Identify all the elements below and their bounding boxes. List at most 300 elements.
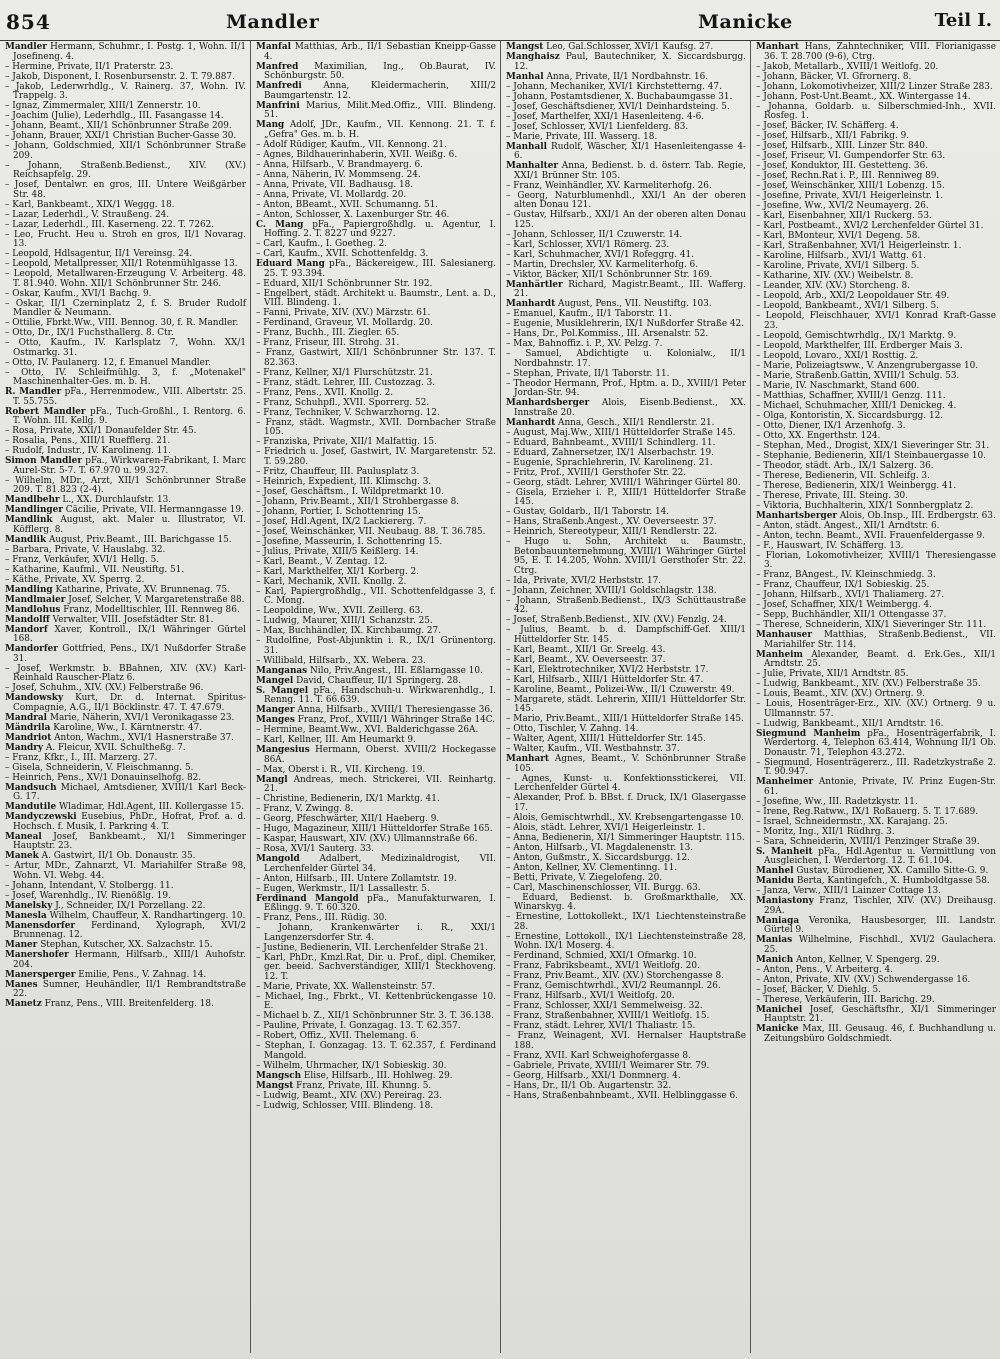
repeat-dash: –	[756, 390, 764, 401]
entry-details: Josef, Friseur, VI. Gumpendorfer Str. 63.	[763, 151, 946, 161]
entry-details: Josef, Geschäftsdiener, XVI/1 Deinhardsteing. 5.	[513, 101, 730, 112]
repeat-dash: –	[756, 81, 764, 92]
entry-details: Franz, Pens., VIII. Breitenfelderg. 18.	[44, 999, 214, 1009]
entry-details: Alois, Gemischtwrhdl., XV. Krebsengartengasse 10.	[513, 812, 744, 823]
directory-entry	[505, 1092, 746, 1102]
entry-details: Robert, Offiz., XVII. Thelemang. 6.	[263, 1031, 419, 1041]
directory-entry	[255, 221, 496, 240]
entry-surname: Manidu	[756, 876, 795, 886]
repeat-dash: –	[756, 211, 764, 221]
entry-surname: Mangst	[506, 42, 544, 52]
repeat-dash: –	[506, 981, 514, 991]
entry-details: Josef, Bäcker, IV. Schäfferg. 4.	[763, 121, 899, 131]
repeat-dash: –	[256, 556, 264, 567]
repeat-dash: –	[756, 400, 764, 411]
directory-entry	[255, 954, 496, 983]
repeat-dash: –	[5, 288, 13, 299]
entry-details: Michael, Schuhmacher, XIII/1 Denickeg. 4.	[763, 400, 957, 411]
repeat-dash: –	[756, 301, 764, 311]
entry-details: Max, Buchhändler, IX. Kirchbaumg. 27.	[263, 626, 442, 636]
entry-details: Eduard, Bedienst. b. Großmarkthalle, XX. Winarskyg. 4.	[514, 892, 746, 912]
repeat-dash: –	[756, 994, 764, 1005]
entry-details: Viktor, Bäcker, XII/1 Schönbrunner Str. 169.	[513, 269, 713, 280]
entry-details: Johann, Bäcker, VI. Gfrornerg. 8.	[763, 71, 912, 82]
entry-details: Franz, Friseur, III. Strohg. 31.	[263, 338, 400, 348]
repeat-dash: –	[256, 655, 264, 666]
repeat-dash: –	[756, 806, 764, 817]
repeat-dash: –	[5, 121, 13, 131]
directory-entry	[4, 388, 246, 407]
entry-details: Therese, Bedienerin, VII. Schleifg. 3.	[763, 470, 930, 481]
entry-details: August, akt. Maler u. Illustrator, VI. Köfflerg. 8.	[13, 515, 246, 535]
entry-details: Anna, Kleidermacherin, XIII/2 Baumgartenstr. 12.	[264, 81, 496, 101]
entry-details: Stephan, Med., Drogist, XIX/1 Sieveringer Str. 31.	[763, 440, 990, 451]
repeat-dash: –	[756, 816, 764, 827]
repeat-dash: –	[256, 149, 264, 160]
repeat-dash: –	[5, 861, 15, 871]
entry-details: Franz, Weinhändler, XV. Karmeliterhofg. 26.	[513, 180, 712, 191]
entry-details: Johann, Krankenwärter i. R., XXI/1 Langenzersdorfer Str. 4.	[264, 923, 496, 943]
repeat-dash: –	[756, 261, 764, 271]
entry-details: Franz, Kfkr., I., III. Marzerg. 27.	[12, 752, 158, 763]
directory-entry	[755, 103, 996, 122]
repeat-dash: –	[256, 209, 264, 220]
entry-surname: Mangsch	[256, 1070, 302, 1081]
entry-details: Johann, Beamt., XII/1 Schönbrunner Straße 209.	[12, 121, 232, 131]
repeat-dash: –	[506, 654, 514, 665]
entry-details: Florian, Lokomotivheizer, XVIII/1 Theresiengasse 3.	[764, 550, 996, 570]
repeat-dash: –	[506, 319, 514, 329]
entry-details: Franz, Pens., III. Rüdig. 30.	[263, 913, 388, 923]
entry-details: Leo, Gal.Schlosser, XVI/1 Kaufsg. 27.	[546, 42, 714, 52]
entry-details: pFa., Hdl.Agentur u. Vermittlung von Ausgleichen, I. Werdertorg. 12. T. 61.104.	[764, 846, 996, 866]
entry-details: Richard, Magistr.Beamt., III. Wafferg. 21.	[514, 279, 746, 299]
repeat-dash: –	[506, 487, 516, 498]
repeat-dash: –	[256, 506, 264, 517]
repeat-dash: –	[756, 610, 764, 620]
entry-details: Anton, Kellner, V. Spengerg. 29.	[796, 954, 940, 965]
entry-details: Franz, Pens., XVII. Knollg. 2.	[263, 387, 394, 398]
repeat-dash: –	[506, 259, 514, 270]
entry-details: Julius, Beamt. b. d. Dampfschiff-Gef. XIII/1 Hütteldorfer Str. 145.	[514, 625, 746, 645]
entry-surname: Manersperger	[5, 969, 76, 980]
repeat-dash: –	[756, 191, 764, 201]
directory-entry	[755, 759, 996, 778]
repeat-dash: –	[506, 1001, 514, 1011]
entry-details: Anton, Hilfsarb., VI. Magdalenenstr. 13.	[513, 842, 694, 853]
repeat-dash: –	[506, 793, 514, 803]
repeat-dash: –	[756, 311, 766, 321]
repeat-dash: –	[256, 1090, 264, 1101]
entry-details: Josef, Hilfsarb., XII/1 Fabrikg. 9.	[763, 131, 910, 141]
repeat-dash: –	[256, 814, 264, 824]
page-number: 854	[6, 10, 51, 34]
entry-details: Johann, Hilfsarb., XVI/1 Thaliamerg. 27.	[763, 590, 945, 600]
entry-details: Georg, städt. Lehrer, XVIII/1 Währinger Gürtel 80.	[513, 477, 741, 488]
entry-details: Eugen, Werkmstr., II/1 Lassallestr. 5.	[263, 883, 430, 894]
entry-details: Walter, Kaufm., VII. Westbahnstr. 37.	[513, 744, 680, 754]
repeat-dash: –	[756, 836, 764, 847]
entry-details: Alois, Eisenb.Bedienst., XX. Innstraße 20.	[514, 398, 746, 418]
entry-details: Agnes, Beamt., V. Schönbrunner Straße 105.	[514, 754, 746, 774]
entry-details: Franz, Chauffeur, IX/1 Sobieskig. 25.	[763, 580, 930, 590]
repeat-dash: –	[256, 1031, 264, 1041]
entry-surname: Mangl	[256, 774, 288, 785]
repeat-dash: –	[256, 189, 264, 200]
entry-details: Friedrich u. Josef, Gastwirt, IV. Margaretenstr. 52. T. 59.280.	[264, 447, 496, 467]
entry-details: Elise, Hilfsarb., III. Hohlweg. 29.	[303, 1070, 453, 1081]
entry-details: Nilo, Priv.Angest., III. Eßlarngasse 10.	[310, 665, 483, 676]
directory-entry	[255, 121, 496, 140]
running-head-left: Mandler	[226, 11, 320, 33]
entry-details: Anton, Private, XIV. (XV.) Schwendergasse 16.	[763, 974, 971, 985]
entry-surname: Mandlmaier	[5, 594, 66, 605]
entry-details: Josefine, Ww., XVI/2 Neumayerg. 26.	[763, 201, 929, 211]
repeat-dash: –	[506, 467, 514, 478]
entry-details: Kaspar, Hauswart, XIV. (XV.) Ullmannstraße 66.	[263, 834, 478, 844]
entry-details: Wilhelm, MDr., Arzt, XII/1 Schönbrunner Straße 209. T. 81.823 (2-4).	[13, 475, 246, 495]
entry-details: Artur, MDr., Zahnarzt, VI. Mariahilfer Straße 98, Wohn. VI. Webg. 44.	[13, 861, 246, 881]
directory-entry	[4, 626, 246, 645]
directory-entry	[255, 102, 496, 121]
entry-details: Julius, Private, XIII/5 Keißlerg. 14.	[263, 546, 419, 557]
repeat-dash: –	[256, 1011, 264, 1021]
entry-details: Ferdinand, Graveur, VI. Mollardg. 20.	[263, 318, 433, 328]
entry-details: Therese, Verkäuferin, III. Barichg. 29.	[763, 994, 935, 1005]
repeat-dash: –	[256, 606, 264, 616]
entry-details: Wladimar, Hdl.Agent, III. Kollergasse 15.	[59, 802, 245, 812]
entry-details: Otto, Dr., IX/1 Fuchsthallerg. 8. Ctr.	[12, 328, 174, 338]
entry-details: Ignaz, Zimmermaler, XIII/1 Zennerstr. 10.	[12, 101, 201, 111]
repeat-dash: –	[756, 350, 764, 361]
repeat-dash: –	[256, 308, 264, 318]
repeat-dash: –	[256, 466, 264, 477]
repeat-dash: –	[5, 544, 13, 555]
entry-details: Josef, Bankbeamt., XI/1 Simmeringer Hauptstr. 23.	[13, 831, 247, 851]
directory-entry	[755, 552, 996, 571]
directory-entry	[505, 281, 746, 300]
repeat-dash: –	[5, 426, 13, 436]
entry-details: Karl, Schlosser, XVI/1 Römerg. 23.	[513, 239, 670, 250]
repeat-dash: –	[5, 367, 22, 378]
entry-details: Anton, Wachm., XVI/1 Hasnerstraße 37.	[54, 732, 234, 743]
entry-details: Moritz, Ing., XII/1 Rüdhrg. 3.	[763, 826, 895, 837]
entry-details: Willibald, Hilfsarb., XX. Webera. 23.	[263, 655, 426, 666]
entry-details: Wilhelmine, Fischhdl., XVI/2 Gaulachera. 25.	[764, 935, 996, 955]
entry-details: Hermann, Hilfsarb., XIII/1 Auhofstr. 204.	[13, 950, 246, 970]
entry-details: Justine, Bedienerin, VII. Lerchenfelder Straße 21.	[263, 942, 488, 953]
directory-entry	[4, 142, 246, 161]
repeat-dash: –	[756, 410, 764, 421]
repeat-dash: –	[5, 249, 13, 259]
entry-details: Stephan, I. Gonzagag. 13. T. 62.357, f. Ferdinand Mangold.	[264, 1041, 496, 1061]
repeat-dash: –	[506, 180, 514, 191]
entry-details: Rudolf, Industr., IV. Karolineng. 11.	[12, 446, 171, 456]
entry-surname: Ferdinand Mangold	[256, 893, 359, 904]
directory-entry	[4, 162, 246, 181]
repeat-dash: –	[256, 735, 264, 745]
entry-surname: Manfred	[256, 61, 299, 72]
entry-details: Eduard, Zahnersetzer, IX/1 Alserbachstr. 19.	[513, 447, 714, 458]
directory-entry	[4, 981, 246, 1000]
directory-entry	[4, 181, 246, 200]
repeat-dash: –	[506, 249, 514, 260]
directory-entry	[255, 260, 496, 279]
entry-surname: Manfredi	[256, 81, 302, 91]
repeat-dash: –	[756, 580, 764, 590]
entry-details: Louis, Beamt., XIV. (XV.) Ortnerg. 9.	[763, 689, 925, 699]
entry-details: pFa., Tuch-Großhl., I. Rentorg. 6. T. Wohn. III. Kellg. 9.	[13, 406, 246, 426]
entry-details: pFa., Handschuh-u. Wirkwarenhdlg., I. Renng. 11. T. 66.639.	[264, 685, 496, 705]
entry-surname: Manhärtler	[506, 279, 563, 290]
repeat-dash: –	[256, 278, 264, 289]
repeat-dash: –	[256, 991, 265, 1002]
directory-entry	[505, 53, 746, 72]
entry-details: Louis, Hosenträger-Erz., XIV. (XV.) Ortnerg. 9 u. Ullmannstr. 57.	[764, 699, 996, 719]
repeat-dash: –	[756, 330, 764, 341]
repeat-dash: –	[756, 131, 764, 141]
entry-details: Anna, Gesch., XII/1 Rendlerstr. 21.	[558, 417, 715, 428]
directory-entry	[4, 922, 246, 941]
entry-details: Sara, Schneiderin, XVIII/1 Penzinger Straße 39.	[763, 836, 980, 847]
entry-surname: Mandsuch	[5, 782, 57, 793]
entry-surname: Mang	[256, 120, 285, 130]
entry-details: Oskar, II/1 Czerninplatz 2, f. S. Bruder Rudolf Mandler & Neumann.	[13, 298, 246, 318]
entry-details: Therese, Private, III. Steing. 30.	[763, 490, 908, 501]
directory-entry	[4, 813, 246, 832]
entry-details: Franz, Prof., XVIII/1 Währinger Straße 14C.	[297, 715, 496, 725]
directory-entry	[4, 369, 246, 388]
directory-entry	[505, 211, 746, 230]
entry-surname: Manges	[256, 715, 295, 725]
entry-details: Jakob, Metallarb., XVIII/1 Weitlofg. 20.	[763, 61, 939, 72]
entry-surname: S. Manheit	[756, 846, 813, 857]
entry-details: Josef, Werkmstr. b. BBahnen, XIV. (XV.) Karl-Reinhald Rauscher-Platz 6.	[13, 663, 246, 683]
directory-column-3	[500, 41, 750, 1353]
directory-entry	[755, 631, 996, 650]
repeat-dash: –	[756, 360, 764, 371]
entry-surname: Siegmund Manheim	[756, 728, 861, 739]
directory-entry	[255, 687, 496, 706]
entry-surname: Manetz	[5, 999, 42, 1009]
entry-details: Karl, Eisenbahner, XII/1 Ruckerg. 53.	[763, 211, 932, 221]
directory-entry	[255, 855, 496, 874]
entry-details: Ferdinand, Schmied, XXI/1 Ofmarkg. 10.	[513, 951, 697, 961]
entry-details: Eusebius, PhDr., Hofrat, Prof. a. d. Hochsch. f. Musik, I. Parkring 4. T.	[13, 812, 246, 832]
repeat-dash: –	[756, 460, 764, 471]
repeat-dash: –	[256, 952, 264, 963]
entry-details: Carl, Kaufm., XVII. Schottenfeldg. 3.	[263, 249, 429, 259]
entry-details: Leopold, Fleischhauer, XVI/1 Konrad Kraft-Gasse 23.	[764, 311, 996, 331]
repeat-dash: –	[256, 328, 264, 338]
repeat-dash: –	[506, 81, 514, 92]
entry-surname: Manganas	[256, 665, 308, 676]
directory-entry	[255, 588, 496, 607]
entry-details: Karl, Markthelfer, XI/1 Korberg. 2.	[263, 566, 419, 577]
directory-column-4	[750, 41, 1000, 1353]
page-header	[0, 0, 1000, 41]
entry-details: Leopold, Markthelfer, III. Erdberger Mais 3.	[763, 340, 963, 351]
directory-entry	[505, 696, 746, 715]
entry-details: Franz, Weinagent, XVI. Hernalser Hauptstraße 188.	[514, 1031, 747, 1051]
entry-details: F., Hauswart, IV. Schäfferg. 13.	[763, 540, 904, 551]
directory-entry	[255, 993, 496, 1012]
entry-details: Josef, Warenhdlg., IV. Rienößlg. 19.	[12, 890, 171, 901]
entry-details: Hans, Zahntechniker, VIII. Florianigasse 36. T. 28.700 (9-6), Ctrg.	[764, 42, 996, 62]
entry-details: Karl, Mechanik, XVII. Knollg. 2.	[263, 576, 407, 587]
entry-details: Anton, BBeamt., XVII. Schumanng. 51.	[263, 199, 439, 210]
directory-entry	[4, 457, 246, 476]
entry-details: Anton, städt. Angest., XII/1 Arndtstr. 6.	[763, 520, 940, 531]
entry-details: Max, III. Geusaug. 46, f. Buchhandlung u. Zeitungsbüro Goldschmiedt.	[764, 1024, 996, 1044]
entry-details: Marie, Polizeiagtsww., V. Anzengrubergasse 10.	[763, 360, 979, 371]
entry-details: Johann, Portier, I. Schottenring 15.	[263, 506, 421, 517]
entry-details: Karl, BMonteur, XVI/1 Degeng. 58.	[763, 231, 921, 241]
entry-details: Fanni, Private, XIV. (XV.) Märzstr. 61.	[263, 308, 431, 318]
entry-details: Michael b. Z., XII/1 Schönbrunner Str. 3. T. 36.138.	[263, 1011, 494, 1021]
directory-entry	[505, 538, 746, 576]
directory-entry	[255, 746, 496, 765]
entry-details: Adolf Rüdiger, Kaufm., VII. Kennong. 21.	[263, 139, 447, 150]
repeat-dash: –	[256, 239, 264, 249]
entry-details: Josef, Bäcker, V. Diehlg. 5.	[763, 984, 881, 995]
entry-surname: Mandling	[5, 584, 53, 595]
entry-surname: Maneal	[5, 831, 42, 842]
entry-details: Karoline, Ww., I. Kärntnerstr. 47.	[53, 722, 203, 733]
repeat-dash: –	[506, 832, 514, 843]
repeat-dash: –	[256, 407, 264, 418]
entry-details: Ludwig, Bankbeamt., XII/1 Arndtstr. 16.	[763, 718, 944, 729]
directory-entry	[255, 419, 496, 438]
repeat-dash: –	[5, 554, 13, 565]
repeat-dash: –	[256, 486, 264, 497]
entry-surname: Manger	[256, 705, 295, 715]
repeat-dash: –	[256, 1021, 264, 1031]
entry-details: Eugenie, Musiklehrerin, IX/1 Nußdorfer Straße 42.	[513, 319, 745, 329]
repeat-dash: –	[506, 575, 514, 586]
repeat-dash: –	[256, 139, 264, 150]
directory-entry	[505, 794, 746, 813]
entry-details: Therese, Bedienerin, XIX/1 Weinbergg. 41.	[763, 480, 957, 491]
repeat-dash: –	[756, 141, 764, 151]
repeat-dash: –	[756, 718, 764, 729]
entry-details: Matthias, Schaffner, XVIII/1 Genzg. 111.	[763, 390, 946, 401]
entry-details: Karl, Beamt., XV. Oeverseestr. 37.	[513, 654, 666, 665]
entry-details: Leopold, Lovaro., XXI/1 Rosttig. 2.	[763, 350, 919, 361]
directory-entry	[755, 1025, 996, 1044]
repeat-dash: –	[506, 1050, 514, 1061]
repeat-dash: –	[506, 329, 514, 339]
entry-details: Irene, Reg.Ratww., IX/1 Roßauerg. 5. T. 17.689.	[763, 806, 979, 817]
entry-details: pFa., Manufakturwaren, I. Eßlingg. 9. T. 60.320.	[264, 893, 496, 913]
repeat-dash: –	[5, 357, 13, 368]
directory-entry	[4, 1000, 246, 1010]
entry-details: Pauline, Private, I. Gonzagag. 13. T. 62.357.	[263, 1021, 461, 1031]
entry-details: Franz, Straßenbahner, XVIII/1 Weitlofg. 15.	[513, 1011, 710, 1021]
repeat-dash: –	[256, 516, 264, 527]
entry-details: Karl, Postbeamt., XVI/2 Lerchenfelder Gürtel 31.	[763, 221, 984, 231]
entry-surname: Manes	[5, 979, 38, 990]
entry-details: pFa., Wirkwaren-Fabrikant, I. Marc Aurel-Str. 5-7. T. 67.970 u. 99.327.	[13, 456, 247, 476]
entry-details: Matthias, Straßenb.Bedienst., VII. Mariahilfer Str. 114.	[764, 630, 996, 650]
entry-details: A. Gastwirt, II/1 Ob. Donaustr. 35.	[41, 851, 196, 861]
entry-details: Ernestine, Lottokoll., IX/1 Liechtensteinstraße 28, Wohn. IX/1 Moserg. 4.	[514, 931, 746, 951]
entry-details: Johann, Straßenb.Bedienst., IX/3 Schüttaustraße 42.	[514, 595, 746, 615]
entry-details: Karl, Papiergroßhdlg., VII. Schottenfeldgasse 3, f. C. Mong.	[264, 586, 496, 606]
entry-details: J., Schneider, IX/1 Porzellang. 22.	[55, 900, 206, 911]
entry-details: Josef, Geschäftsm., I. Wildpretmarkt 10.	[263, 486, 444, 497]
entry-details: Joachim (Julie), Lederhdlg., III. Fasangasse 14.	[12, 111, 224, 121]
repeat-dash: –	[506, 664, 514, 675]
entry-details: Katharine, Kaufml., VII. Neustiftg. 51.	[12, 564, 185, 575]
entry-surname: Maniaga	[756, 915, 800, 926]
repeat-dash: –	[756, 699, 766, 709]
repeat-dash: –	[256, 367, 264, 378]
entry-details: Gustav, Goldarb., II/1 Taborstr. 14.	[513, 507, 670, 517]
entry-details: Otto, Kaufm., IV. Karlsplatz 7, Wohn. XX/1 Ostmarkg. 31.	[13, 338, 246, 358]
repeat-dash: –	[506, 773, 522, 784]
repeat-dash: –	[256, 476, 264, 487]
entry-details: Gottfried, Pens., IX/1 Nußdorfer Straße 31.	[13, 644, 246, 664]
entry-details: Stephan, Kutscher, XX. Salzachstr. 15.	[40, 940, 213, 950]
repeat-dash: –	[506, 625, 521, 635]
repeat-dash: –	[756, 689, 764, 699]
entry-details: Marie, Private, XX. Wallensteinstr. 57.	[263, 981, 436, 992]
entry-details: pFa., Hosenträgerfabrik, I. Werdertorg. 4, Telephon 63.414, Wohnung II/1 Ob. Donaustr. 71, Telephon 43.272.	[764, 728, 996, 758]
entry-details: Heinrich, Stereotypeur, XIII/1 Rendlerstr. 22.	[513, 527, 718, 537]
repeat-dash: –	[756, 886, 764, 896]
directory-entry	[255, 290, 496, 309]
repeat-dash: –	[756, 540, 764, 551]
repeat-dash: –	[756, 101, 769, 112]
repeat-dash: –	[506, 595, 517, 606]
entry-details: Siegmund, Hosenträgererz., III. Radetzkystraße 2. T. 90.947.	[764, 757, 996, 777]
repeat-dash: –	[5, 338, 19, 348]
repeat-dash: –	[756, 520, 764, 531]
entry-details: Karl, Bankbeamt., XIX/1 Weggg. 18.	[12, 199, 175, 210]
repeat-dash: –	[256, 447, 265, 457]
entry-details: Leopold, Metallwaren-Erzeugung V. Arbeiterg. 48. T. 81.940. Wohn. XII/1 Schönbrunner Str. 246.	[13, 269, 247, 289]
entry-details: Anton, Pens., V. Arbeiterg. 4.	[763, 964, 893, 975]
entry-details: Josef, Schaffner, XIX/1 Weimbergg. 4.	[763, 600, 932, 610]
directory-entry	[755, 43, 996, 62]
repeat-dash: –	[256, 437, 264, 447]
entry-surname: Mandowsky	[5, 693, 64, 703]
repeat-dash: –	[256, 397, 264, 408]
repeat-dash: –	[756, 620, 764, 630]
repeat-dash: –	[506, 971, 514, 981]
entry-details: Josef, Selcher, V. Margaretenstraße 88.	[68, 594, 245, 605]
repeat-dash: –	[5, 475, 15, 486]
entry-details: Gisela, Erzieher i. P., XIII/1 Hütteldorfer Straße 145.	[514, 487, 746, 507]
repeat-dash: –	[756, 71, 764, 82]
entry-surname: Manhardsberger	[506, 398, 590, 408]
repeat-dash: –	[256, 844, 264, 854]
entry-details: Leopold, Metallpresser, XII/1 Rotenmühlgasse 13.	[12, 259, 238, 269]
entry-details: Martin, Drechsler, XV. Karmeliterhofg. 6.	[513, 259, 699, 270]
entry-surname: Manesla	[5, 910, 47, 921]
repeat-dash: –	[5, 61, 13, 72]
directory-entry	[505, 597, 746, 616]
directory-entry	[4, 784, 246, 803]
repeat-dash: –	[5, 880, 13, 891]
entry-details: Johanna, Goldarb. u. Silberschmied-Inh., XVII. Rosfeg. 1.	[764, 101, 996, 121]
entry-details: Marie, Private, III. Wasserg. 18.	[513, 131, 658, 142]
directory-entry	[755, 1006, 996, 1025]
entry-details: Oskar, Kaufm., XVI/1 Bachg. 9.	[12, 288, 152, 299]
directory-entry	[4, 833, 246, 852]
entry-surname: Mändrila	[5, 722, 51, 733]
